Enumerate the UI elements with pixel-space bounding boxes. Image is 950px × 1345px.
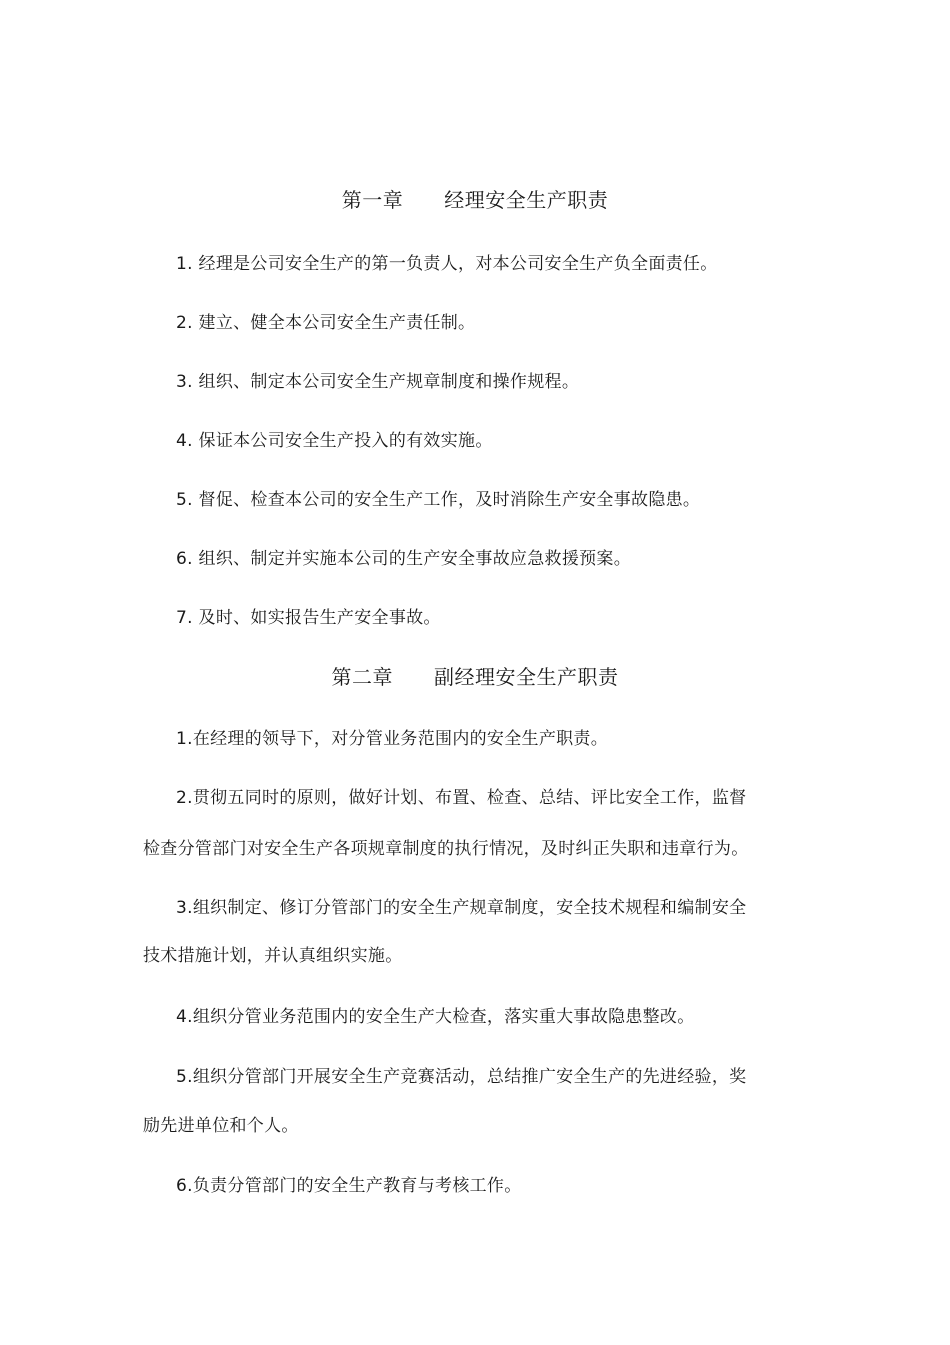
chapter-1-item-1: 1. 经理是公司安全生产的第一负责人，对本公司安全生产负全面责任。 — [176, 254, 718, 274]
chapter-2-item-2-line-1: 2.贯彻五同时的原则，做好计划、布置、检查、总结、评比安全工作，监督 — [176, 788, 747, 808]
chapter-1-item-4: 4. 保证本公司安全生产投入的有效实施。 — [176, 431, 493, 451]
chapter-1-item-6: 6. 组织、制定并实施本公司的生产安全事故应急救援预案。 — [176, 549, 632, 569]
chapter-2-item-4: 4.组织分管业务范围内的安全生产大检查，落实重大事故隐患整改。 — [176, 1007, 695, 1027]
chapter-1-title: 第一章 经理安全生产职责 — [341, 188, 609, 212]
chapter-2-item-3-line-2: 技术措施计划，并认真组织实施。 — [143, 946, 403, 966]
chapter-1-item-2: 2. 建立、健全本公司安全生产责任制。 — [176, 313, 476, 333]
chapter-2-item-1: 1.在经理的领导下，对分管业务范围内的安全生产职责。 — [176, 729, 609, 749]
chapter-2-title: 第二章 副经理安全生产职责 — [331, 665, 619, 689]
chapter-2-item-5-line-2: 励先进单位和个人。 — [143, 1116, 299, 1136]
chapter-2-item-2-line-2: 检查分管部门对安全生产各项规章制度的执行情况，及时纠正失职和违章行为。 — [143, 839, 749, 859]
chapter-1-item-7: 7. 及时、如实报告生产安全事故。 — [176, 608, 441, 628]
chapter-1-item-3: 3. 组织、制定本公司安全生产规章制度和操作规程。 — [176, 372, 580, 392]
chapter-2-item-5-line-1: 5.组织分管部门开展安全生产竞赛活动，总结推广安全生产的先进经验，奖 — [176, 1067, 747, 1087]
chapter-2-item-3-line-1: 3.组织制定、修订分管部门的安全生产规章制度，安全技术规程和编制安全 — [176, 898, 747, 918]
chapter-1-item-5: 5. 督促、检查本公司的安全生产工作，及时消除生产安全事故隐患。 — [176, 490, 701, 510]
chapter-2-item-6: 6.负责分管部门的安全生产教育与考核工作。 — [176, 1176, 522, 1196]
